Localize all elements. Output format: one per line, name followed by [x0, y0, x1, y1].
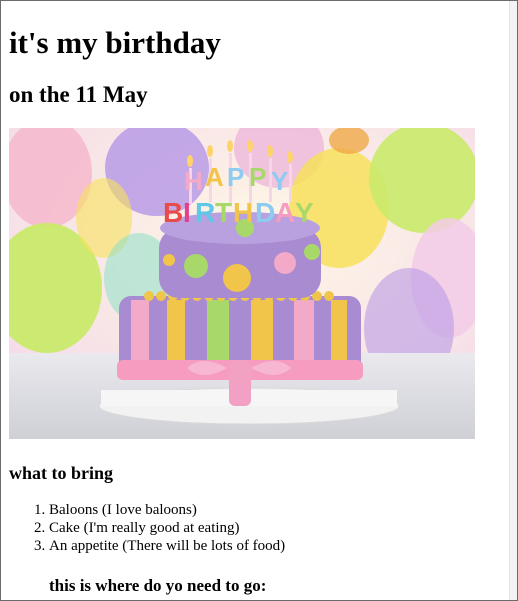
svg-text:Y: Y: [295, 197, 314, 228]
svg-text:A: A: [205, 162, 224, 192]
list-item: 1. Baloons (I love baloons): [49, 501, 285, 519]
scrollbar[interactable]: [509, 1, 517, 600]
ribbon-knot: [229, 360, 251, 406]
cake-illustration: [9, 128, 475, 439]
svg-text:H: H: [184, 166, 203, 196]
svg-text:Y: Y: [271, 166, 289, 196]
what-to-bring-heading: what to bring: [9, 463, 114, 483]
bring-list: [9, 501, 285, 555]
list-item: 3. An appetite (There will be lots of food): [49, 537, 285, 555]
svg-text:D: D: [255, 197, 276, 228]
birthday-cake-image: [9, 128, 475, 439]
directions-heading: this is where do yo need to go:: [49, 576, 267, 595]
svg-text:H: H: [233, 197, 254, 228]
svg-text:R: R: [195, 197, 216, 228]
page-subtitle: on the 11 May: [9, 82, 148, 107]
svg-text:P: P: [249, 162, 267, 192]
svg-text:I: I: [183, 197, 191, 228]
svg-text:A: A: [275, 197, 296, 228]
svg-text:B: B: [163, 197, 184, 228]
svg-text:T: T: [215, 197, 233, 228]
list-item: 2. Cake (I'm really good at eating): [49, 519, 285, 537]
page-title: it's my birthday: [9, 25, 221, 60]
svg-text:P: P: [227, 162, 245, 192]
